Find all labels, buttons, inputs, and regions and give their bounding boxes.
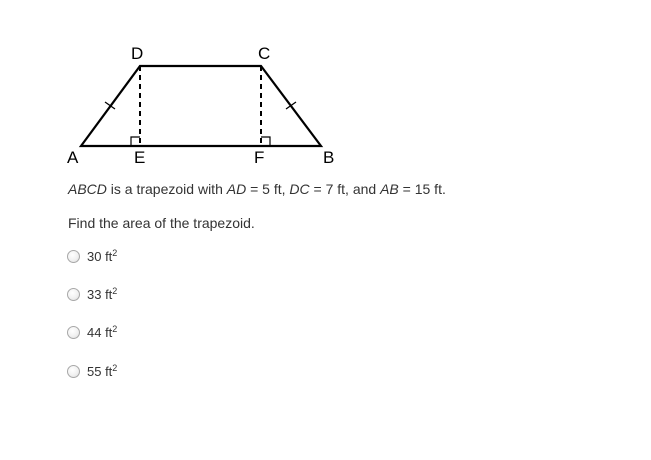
- choice-label: [87, 325, 117, 340]
- right-angle-mark-f: [261, 137, 270, 146]
- answer-choice-3[interactable]: [67, 322, 117, 342]
- value-ad: = 5 ft,: [246, 181, 290, 197]
- choice-value: 55 ft: [87, 363, 113, 379]
- trapezoid-outline: [81, 66, 321, 146]
- trapezoid-name: ABCD: [68, 181, 107, 197]
- label-b: B: [323, 148, 335, 167]
- label-c: C: [258, 44, 271, 63]
- value-dc: = 7 ft, and: [309, 181, 381, 197]
- label-d: D: [131, 44, 144, 63]
- radio-button[interactable]: [67, 288, 80, 301]
- choice-label: [87, 364, 117, 379]
- value-ab: = 15 ft.: [398, 181, 446, 197]
- choice-exponent: 2: [112, 247, 118, 258]
- statement-text: is a trapezoid with: [106, 181, 227, 197]
- choice-value: 44 ft: [87, 324, 113, 340]
- answer-choice-1[interactable]: [67, 246, 117, 266]
- choice-label: [87, 249, 117, 264]
- answer-choice-4[interactable]: [67, 361, 117, 381]
- label-e: E: [134, 148, 146, 167]
- answer-choice-2[interactable]: [67, 284, 117, 304]
- radio-button[interactable]: [67, 250, 80, 263]
- radio-button[interactable]: [67, 326, 80, 339]
- segment-ad: AD: [226, 181, 247, 197]
- problem-statement: [68, 180, 446, 198]
- radio-button[interactable]: [67, 365, 80, 378]
- segment-dc: DC: [289, 181, 310, 197]
- choice-value: 30 ft: [87, 248, 113, 264]
- label-a: A: [67, 148, 79, 167]
- choice-exponent: 2: [112, 323, 118, 334]
- choice-label: [87, 287, 117, 302]
- label-f: F: [254, 148, 265, 167]
- choice-value: 33 ft: [87, 286, 113, 302]
- right-angle-mark-e: [131, 137, 140, 146]
- question-prompt: Find the area of the trapezoid.: [68, 215, 255, 231]
- choice-exponent: 2: [112, 362, 118, 373]
- choice-exponent: 2: [112, 285, 118, 296]
- segment-ab: AB: [380, 181, 399, 197]
- trapezoid-figure: [0, 0, 360, 175]
